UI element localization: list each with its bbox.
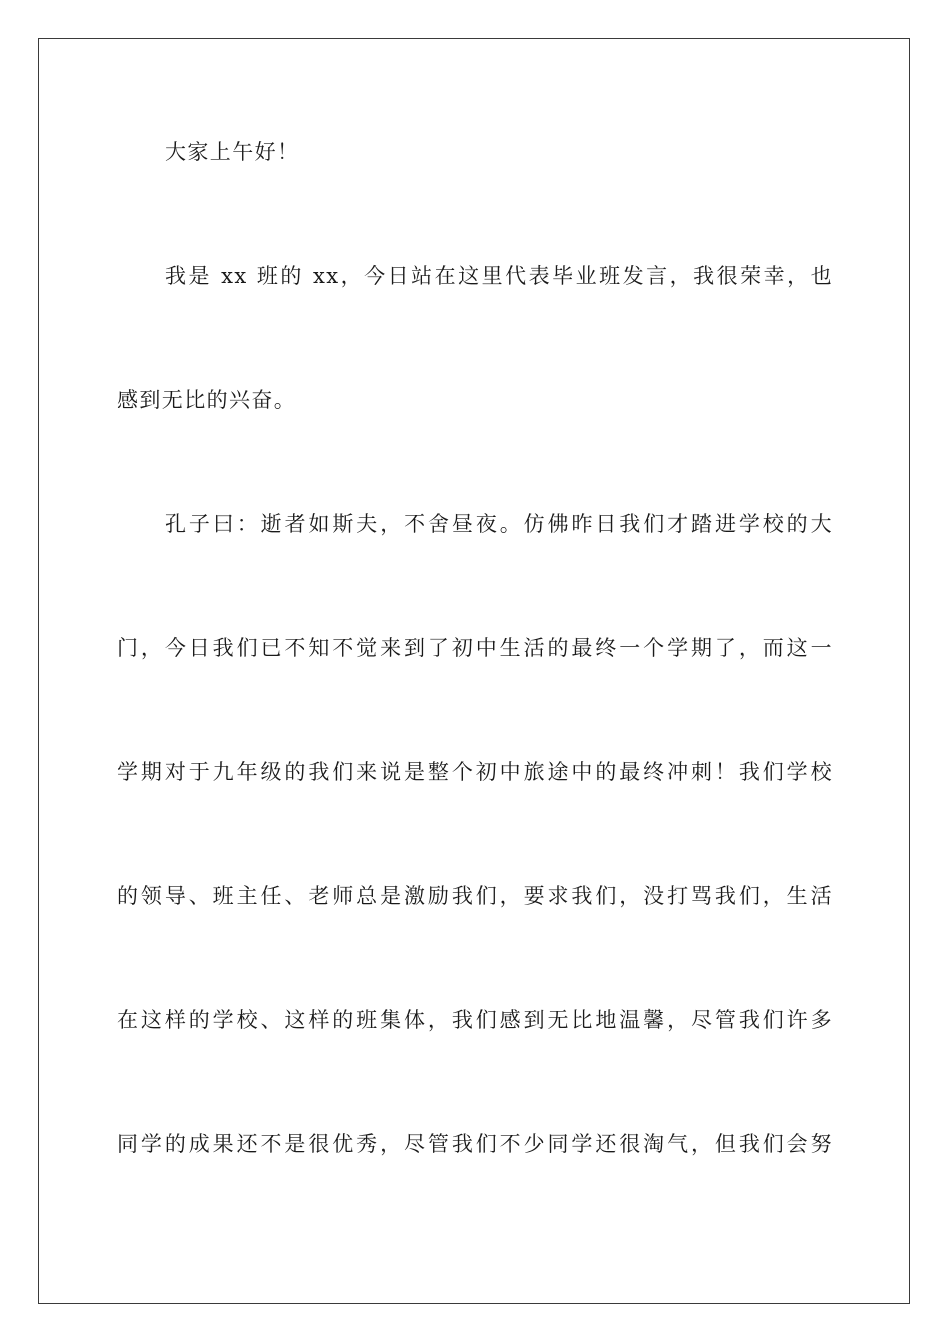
page-border — [38, 38, 910, 1304]
paragraph-1-line-1: 我是 xx 班的 xx，今日站在这里代表毕业班发言，我很荣幸，也 — [165, 264, 833, 288]
paragraph-1-line-2: 感到无比的兴奋。 — [117, 388, 297, 412]
paragraph-2-line-3: 学期对于九年级的我们来说是整个初中旅途中的最终冲刺！我们学校 — [117, 760, 833, 784]
greeting-line: 大家上午好！ — [165, 140, 300, 164]
paragraph-2-line-4: 的领导、班主任、老师总是激励我们，要求我们，没打骂我们，生活 — [117, 884, 833, 908]
paragraph-2-line-1: 孔子曰：逝者如斯夫，不舍昼夜。仿佛昨日我们才踏进学校的大 — [165, 512, 833, 536]
paragraph-2-line-2: 门，今日我们已不知不觉来到了初中生活的最终一个学期了，而这一 — [117, 636, 833, 660]
paragraph-2-line-5: 在这样的学校、这样的班集体，我们感到无比地温馨，尽管我们许多 — [117, 1008, 833, 1032]
paragraph-2-line-6: 同学的成果还不是很优秀，尽管我们不少同学还很淘气，但我们会努 — [117, 1132, 833, 1156]
